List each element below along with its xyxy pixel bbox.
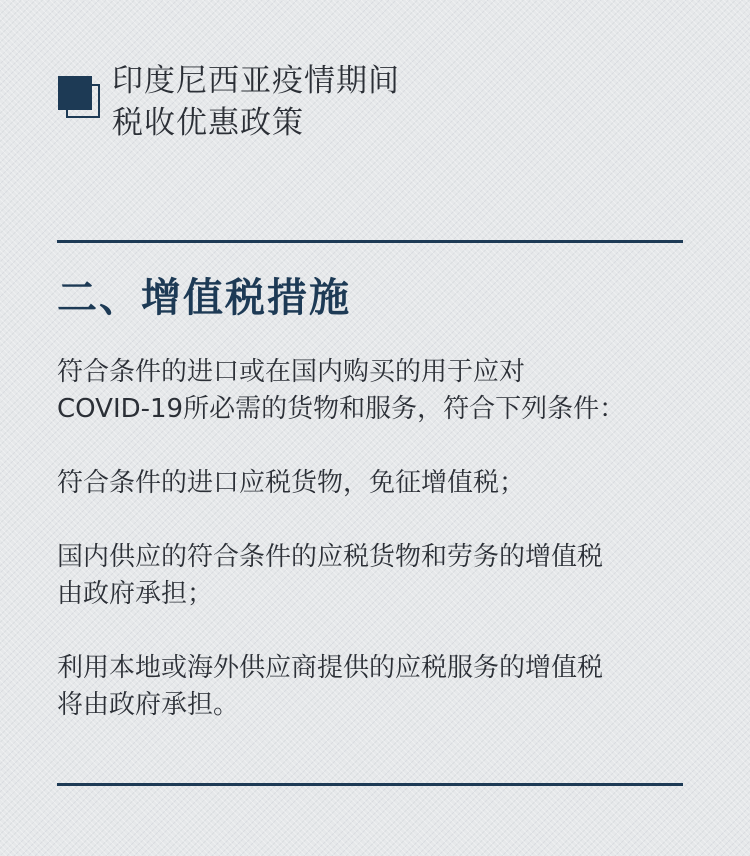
paragraph-line: COVID-19所必需的货物和服务，符合下列条件： [57,394,626,424]
bottom-divider [57,783,683,786]
mark-fill [58,76,92,110]
paragraph-line: 将由政府承担。 [57,690,240,720]
page-title-line-1: 印度尼西亚疫情期间 [112,63,400,99]
paragraph-line: 利用本地或海外供应商提供的应税服务的增值税 [57,653,604,683]
page-title-line-2: 税收优惠政策 [112,105,304,141]
content-body [57,354,707,761]
section-mark-icon [58,76,102,120]
paragraph-import-exemption [57,465,707,502]
paragraph-services [57,650,707,724]
page-title [112,60,400,144]
section-heading: 二、增值税措施 [57,275,351,321]
top-divider [57,240,683,243]
paragraph-line: 由政府承担； [57,579,214,609]
paragraph-intro [57,354,707,428]
paragraph-line: 国内供应的符合条件的应税货物和劳务的增值税 [57,542,604,572]
paragraph-line: 符合条件的进口应税货物，免征增值税； [57,468,526,498]
paragraph-line: 符合条件的进口或在国内购买的用于应对 [57,357,526,387]
paragraph-domestic-supply [57,539,707,613]
